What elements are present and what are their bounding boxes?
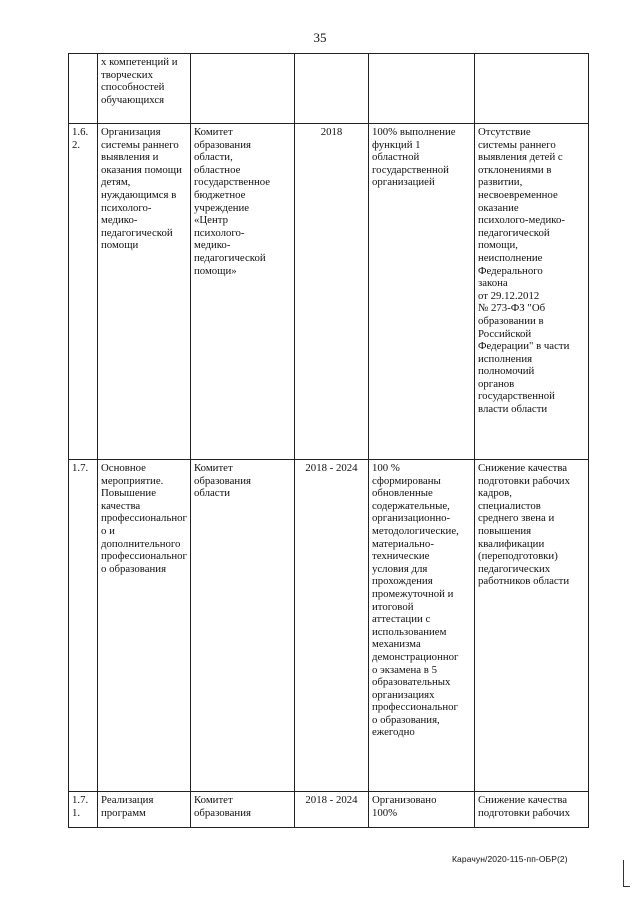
- cell-executor: [190, 54, 294, 124]
- cell-measure-name: Основное мероприятие. Повышение качества профессиональног о и дополнительного профессиональног о образования: [98, 460, 191, 792]
- cell-consequence: Отсутствие системы раннего выявления детей с отклонениями в развитии, несвоевременное оказание психолого-медико- педагогической помощи, неисполнение Федерального закона от 29.12.2012 № 273-ФЗ "Об образовании в Российской Федерации" в части исполнения полномочий органов государственной власти области: [474, 124, 588, 460]
- cell-number: [69, 54, 98, 124]
- table-row: [69, 460, 589, 792]
- cell-result: 100% выполнение функций 1 областной государственной организацией: [368, 124, 474, 460]
- cell-years: 2018: [294, 124, 368, 460]
- cell-executor: Комитет образования области, областное государственное бюджетное учреждение «Центр психолого- медико- педагогической помощи»: [190, 124, 294, 460]
- cell-measure-name: х компетенций и творческих способностей обучающихся: [98, 54, 191, 124]
- cell-years: [294, 54, 368, 124]
- cell-result: [368, 54, 474, 124]
- cell-consequence: Снижение качества подготовки рабочих кадров, специалистов среднего звена и повышения квалификации (переподготовки) педагогических работников области: [474, 460, 588, 792]
- cell-number: 1.7.: [69, 460, 98, 792]
- scan-edge-mark: [623, 860, 630, 887]
- cell-consequence: Снижение качества подготовки рабочих: [474, 792, 588, 828]
- cell-number: 1.7. 1.: [69, 792, 98, 828]
- measures-table: [68, 53, 589, 828]
- document-registration-code: Карачун/2020-115-пп-ОБР(2): [452, 854, 568, 864]
- table-row: [69, 54, 589, 124]
- cell-consequence: [474, 54, 588, 124]
- cell-executor: Комитет образования области: [190, 460, 294, 792]
- table-row: [69, 124, 589, 460]
- cell-years: 2018 - 2024: [294, 460, 368, 792]
- cell-years: 2018 - 2024: [294, 792, 368, 828]
- cell-number: 1.6. 2.: [69, 124, 98, 460]
- cell-measure-name: Организация системы раннего выявления и оказания помощи детям, нуждающимся в психолого- медико- педагогической помощи: [98, 124, 191, 460]
- cell-result: Организовано 100%: [368, 792, 474, 828]
- page-number: 35: [313, 30, 327, 45]
- cell-measure-name: Реализация программ: [98, 792, 191, 828]
- cell-result: 100 % сформированы обновленные содержательные, организационно- методологические, материально- технические условия для прохождения промежуточной и итоговой аттестации с использованием механизма демонстрационног о экзамена в 5 образовательных организациях профессиональног о образования, ежегодно: [368, 460, 474, 792]
- cell-executor: Комитет образования: [190, 792, 294, 828]
- table-row: [69, 792, 589, 828]
